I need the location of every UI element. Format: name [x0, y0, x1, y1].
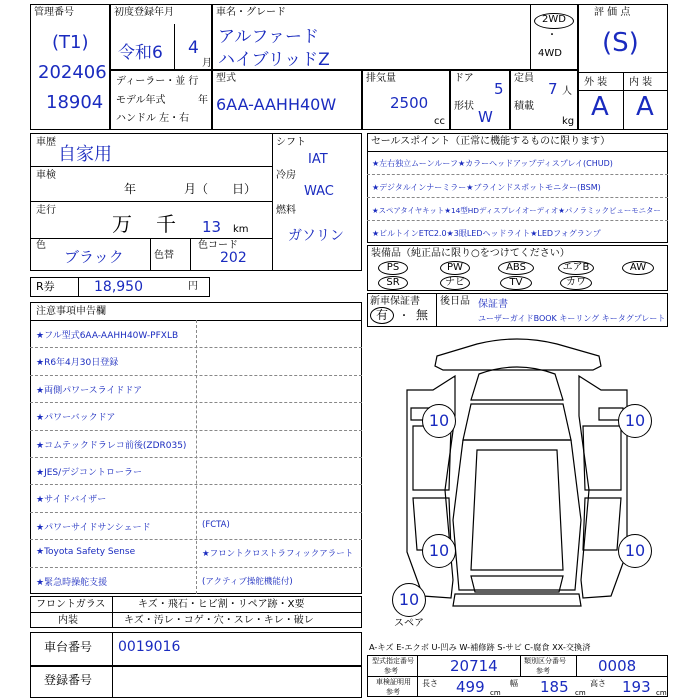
tire-rear-left [422, 534, 456, 568]
grade-vdivider [623, 72, 624, 130]
after-value2: ユーザーガイドBOOK キーリング キータグプレート [478, 314, 666, 323]
tire-spare-value: 10 [398, 590, 420, 609]
right-front-door [583, 426, 621, 490]
drive-4wd: 4WD [538, 48, 562, 59]
right-rear-door [583, 498, 621, 550]
type-label: 型式 [216, 73, 236, 84]
height-label: 高さ [590, 679, 606, 688]
chassis-label: 車台番号 [44, 640, 93, 654]
front-bumper [435, 339, 601, 370]
class-sub: 参考 [536, 667, 550, 675]
model-label: 車名・グレード [216, 7, 286, 18]
body-outline [453, 440, 581, 590]
fuel-value: ガソリン [288, 228, 344, 244]
note-line: ★コムテックドラレコ前後(ZDR035) [36, 440, 187, 451]
mileage-label: 走行 [36, 205, 56, 216]
sales-title: セールスポイント（正常に機能するものに限ります） [371, 136, 611, 147]
int-label: 内 装 [629, 77, 653, 88]
tire-rear-right-value: 10 [624, 541, 646, 560]
displacement-unit: cc [434, 116, 445, 127]
equip-ps [378, 261, 408, 275]
mileage-unit: km [233, 224, 249, 235]
equip-sr-label: SR [386, 277, 400, 288]
fuel-label: 燃料 [276, 205, 296, 216]
sales-line-4: ★ビルトインETC2.0★3眼LEDヘッドライト★LEDフォグランプ [372, 229, 601, 238]
grade-divider2 [578, 90, 668, 91]
tire-rear-right [618, 534, 652, 568]
door-value: 5 [494, 80, 504, 98]
note-line-right: ★フロントクロストラフィックアラート [202, 549, 354, 560]
length-label: 長さ [422, 679, 438, 688]
reg-label: 初度登録年月 [114, 7, 174, 18]
history-label: 車歴 [36, 137, 56, 148]
note-row-divider [30, 347, 362, 348]
tire-front-right-value: 10 [624, 411, 646, 430]
height-unit: cm [656, 689, 667, 697]
shape-value: W [478, 108, 493, 126]
grade-value: (S) [602, 28, 639, 58]
history-value: 自家用 [58, 144, 112, 165]
equip-aw-label: AW [629, 262, 647, 273]
note-line: ★両側パワースライドドア [36, 385, 143, 396]
sales-line-3: ★スペアタイヤキット★14型HDディスプレイオーディオ★パノラミックビューモニター [372, 206, 661, 215]
inspection-label: 車検 [36, 170, 56, 181]
note-row-divider [30, 539, 362, 540]
inspection-d: 日） [232, 182, 257, 196]
warranty-yes: 有 [375, 308, 388, 322]
dealer-label: ディーラー・並 行 [116, 76, 199, 87]
tire-front-left-value: 10 [428, 411, 450, 430]
windshield [463, 404, 571, 440]
class-value: 0008 [598, 657, 637, 675]
note-line: ★サイドバイザー [36, 495, 107, 506]
note-line: ★R6年4月30日登録 [36, 358, 119, 369]
reg-month: 4 [188, 38, 199, 58]
color-divider [150, 238, 151, 271]
r-value: 18,950 [94, 279, 143, 295]
note-line: ★JES/デジコントローラー [36, 468, 142, 478]
sales-line3 [367, 220, 668, 221]
mileage-man: 万 [112, 212, 132, 236]
grade-label: 評 価 点 [594, 7, 631, 18]
note-line: ★Toyota Safety Sense [36, 547, 136, 558]
model-line2: ハイブリッドZ [218, 50, 330, 70]
type-spec-sub: 参考 [384, 667, 398, 675]
note-row-divider [30, 484, 362, 485]
note-row-divider [30, 512, 362, 513]
reg-no-label: 登録番号 [44, 673, 93, 687]
warranty-yes-circle [370, 307, 394, 324]
drive-divider [530, 4, 531, 70]
model-year-unit: 年 [198, 95, 208, 106]
front-glass-text: キズ・飛石・ヒビ割・リペア跡・X要 [138, 599, 305, 610]
equip-tv-label: TV [509, 277, 523, 288]
equipment-title: 装備品（純正品に限り○をつけてください） [371, 248, 570, 259]
shift-label: シフト [276, 137, 306, 148]
hood [471, 367, 563, 400]
equip-navi [440, 276, 470, 290]
equip-airbag [558, 261, 594, 275]
ext-value: A [591, 92, 609, 122]
capacity-label: 定員 [514, 73, 534, 84]
left-row-line2 [30, 201, 272, 202]
length-value: 499 [456, 678, 485, 696]
equip-abs-label: ABS [506, 262, 526, 273]
load-label: 積載 [514, 101, 534, 112]
r-divider [78, 277, 79, 297]
mileage-value: 13 [202, 218, 222, 236]
height-value: 193 [622, 678, 651, 696]
chassis-value: 0019016 [118, 639, 181, 655]
model-line1: アルファード [218, 27, 319, 47]
after-value1: 保証書 [478, 299, 508, 310]
left-row-line3 [30, 238, 272, 239]
width-label: 幅 [510, 679, 518, 688]
equip-ps-label: PS [386, 262, 400, 273]
equip-navi-label: ナビ [445, 277, 465, 288]
sales-line2 [367, 197, 668, 198]
roof [471, 450, 563, 570]
mgmt-label: 管理番号 [34, 7, 74, 18]
left-row-line1 [30, 166, 272, 167]
drive-dot: ・ [547, 30, 557, 41]
interior-text: キズ・汚レ・コゲ・穴・スレ・キレ・破レ [124, 615, 314, 626]
color-code-value: 202 [220, 250, 247, 266]
tire-rear-left-value: 10 [428, 541, 450, 560]
warranty-no: 無 [416, 308, 429, 322]
reg-month-unit: 月 [202, 58, 212, 69]
tire-front-left [422, 404, 456, 438]
color-change-label: 色替 [154, 250, 174, 261]
mileage-sen: 千 [156, 212, 176, 236]
type-spec-value: 20714 [450, 657, 498, 675]
shift-value: IAT [308, 152, 328, 167]
after-label: 後日品 [440, 296, 470, 307]
note-line-right: (FCTA) [202, 519, 230, 530]
reg-era: 令和6 [118, 43, 163, 63]
note-line-right: (アクティブ操舵機能付) [202, 576, 293, 587]
note-row-divider [30, 402, 362, 403]
color-label: 色 [36, 240, 46, 251]
width-unit: cm [575, 689, 586, 697]
rear-bumper [453, 594, 581, 606]
specs-vline1 [417, 655, 418, 697]
specs-hline [367, 676, 668, 677]
glass-hline [30, 612, 362, 613]
warranty-divider [436, 293, 437, 327]
note-row-divider [30, 457, 362, 458]
width-value: 185 [540, 678, 569, 696]
warranty-label: 新車保証書 [370, 296, 420, 307]
mgmt-line2: 202406 [38, 62, 107, 83]
chassis-divider [112, 632, 113, 666]
r-label: R券 [36, 280, 55, 293]
equip-airbag-label: エアB [562, 262, 590, 273]
type-spec-label: 型式指定番号 [372, 657, 414, 665]
class-label: 類別区分番号 [524, 657, 566, 665]
inspection-m: 月（ [184, 182, 209, 196]
sales-line-1: ★左右独立ムーンルーフ★カラーヘッドアップディスプレイ(CHUD) [372, 159, 613, 168]
mgmt-line3: 18904 [46, 92, 104, 113]
note-line: ★緊急時操舵支援 [36, 577, 108, 588]
shape-label: 形状 [454, 101, 474, 112]
cert-label: 車検証明用 [376, 678, 411, 686]
interior-label: 内装 [58, 615, 78, 626]
ext-label: 外 装 [584, 77, 608, 88]
sales-line-2: ★デジタルインナーミラー★ブラインドスポットモニター(BSM) [372, 183, 601, 192]
sales-line0 [367, 151, 668, 152]
sales-line1 [367, 174, 668, 175]
equip-leather-label: カワ [566, 277, 586, 288]
reg-no-divider [112, 666, 113, 698]
equip-abs [498, 261, 534, 275]
note-row-divider [30, 567, 362, 568]
ac-value: WAC [304, 184, 334, 199]
note-row-divider [30, 375, 362, 376]
drive-2wd-circle [534, 13, 574, 29]
color-code-divider [190, 238, 191, 271]
int-value: A [636, 92, 654, 122]
damage-legend: A-キズ E-エクボ U-凹み W-補修跡 S-サビ C-腐食 XX-交換済 [369, 642, 591, 652]
front-glass-label: フロントガラス [36, 599, 106, 610]
note-line: ★フル型式6AA-AAHH40W-PFXLB [36, 331, 179, 341]
color-code-label: 色コード [198, 240, 238, 251]
inspection-y: 年 [124, 182, 137, 196]
capacity-unit: 人 [562, 86, 572, 97]
cert-sub: 参考 [386, 688, 400, 696]
length-unit: cm [490, 689, 501, 697]
door-label: ドア [454, 73, 474, 84]
right-side [579, 376, 627, 598]
load-unit: kg [562, 116, 575, 127]
note-line: ★パワーサイドサンシェード [36, 522, 151, 533]
drive-2wd: 2WD [542, 14, 566, 25]
specs-vline3 [576, 655, 577, 676]
equip-pw [440, 261, 470, 275]
equip-leather [560, 276, 592, 290]
r-unit: 円 [188, 281, 198, 292]
capacity-value: 7 [548, 80, 558, 98]
model-year-label: モデル年式 [116, 95, 166, 106]
equip-aw [622, 261, 654, 275]
handle-label: ハンドル 左・右 [116, 113, 190, 124]
note-row-divider [30, 430, 362, 431]
ac-label: 冷房 [276, 170, 296, 181]
notes-title: 注意事項申告欄 [36, 306, 106, 317]
mgmt-code: (T1) [52, 32, 89, 53]
displacement-label: 排気量 [366, 73, 396, 84]
equip-sr [378, 276, 408, 290]
tire-spare [392, 583, 426, 617]
reg-divider [174, 24, 175, 70]
displacement-value: 2500 [390, 94, 429, 112]
color-value: ブラック [64, 248, 124, 266]
equip-tv [500, 276, 532, 290]
tire-front-right [618, 404, 652, 438]
warranty-dot: ・ [399, 311, 409, 322]
equip-pw-label: PW [447, 262, 463, 273]
note-line: ★パワーバックドア [36, 413, 116, 424]
spare-label: スペア [394, 618, 424, 629]
specs-vline2 [520, 655, 521, 676]
type-value: 6AA-AAHH40W [216, 95, 337, 114]
left-info-vdivider [272, 133, 273, 271]
